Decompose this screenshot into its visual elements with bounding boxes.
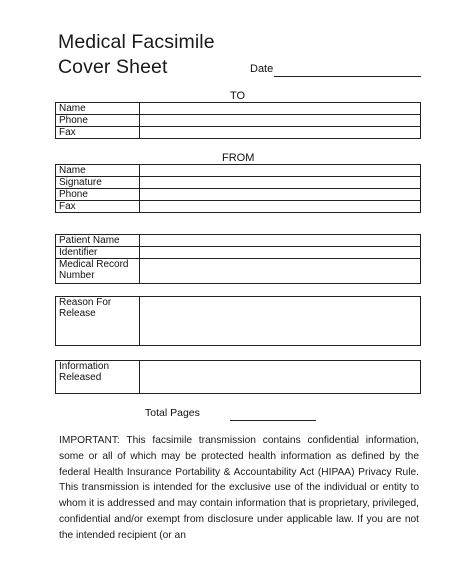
patient-table [55,234,421,284]
identifier-label: Identifier [56,247,140,259]
to-name-label: Name [56,103,140,115]
to-table [55,102,421,139]
from-table [55,164,421,213]
to-name-field[interactable] [140,103,421,115]
information-released-field[interactable] [140,361,421,394]
to-phone-field[interactable] [140,115,421,127]
from-phone-label: Phone [56,189,140,201]
from-heading: FROM [222,152,255,164]
to-heading: TO [230,90,246,102]
identifier-field[interactable] [140,247,421,259]
from-fax-field[interactable] [140,201,421,213]
reason-for-release-label: Reason For Release [56,297,140,346]
date-field[interactable] [274,76,421,77]
confidentiality-notice: IMPORTANT: This facsimile transmission contains confidential information, some or all of which may be protected health information as defined by the federal Health Insurance Portability & Accountability Act (HIPAA) Privacy Rule. This transmission is intended for the exclusive use of the individual or entity to whom it is addressed and may contain information that is proprietary, privileged, confidential and/or exempt from disclosure under applicable law. If you are not the intended recipient (or an [59,435,419,541]
patient-name-field[interactable] [140,235,421,247]
from-name-label: Name [56,165,140,177]
total-pages-label: Total Pages [145,407,200,419]
patient-name-label: Patient Name [56,235,140,247]
to-fax-label: Fax [56,127,140,139]
to-fax-field[interactable] [140,127,421,139]
reason-for-release-field[interactable] [140,297,421,346]
medical-record-number-label: Medical Record Number [56,259,140,284]
form-title-line1: Medical Facsimile [58,31,215,53]
information-released-label: Information Released [56,361,140,394]
total-pages-field[interactable] [230,420,316,421]
from-name-field[interactable] [140,165,421,177]
from-signature-field[interactable] [140,177,421,189]
from-fax-label: Fax [56,201,140,213]
form-title-line2: Cover Sheet [58,56,168,78]
from-signature-label: Signature [56,177,140,189]
to-phone-label: Phone [56,115,140,127]
date-label: Date [250,63,274,75]
information-table [55,360,421,394]
reason-table [55,296,421,346]
from-phone-field[interactable] [140,189,421,201]
medical-record-number-field[interactable] [140,259,421,284]
